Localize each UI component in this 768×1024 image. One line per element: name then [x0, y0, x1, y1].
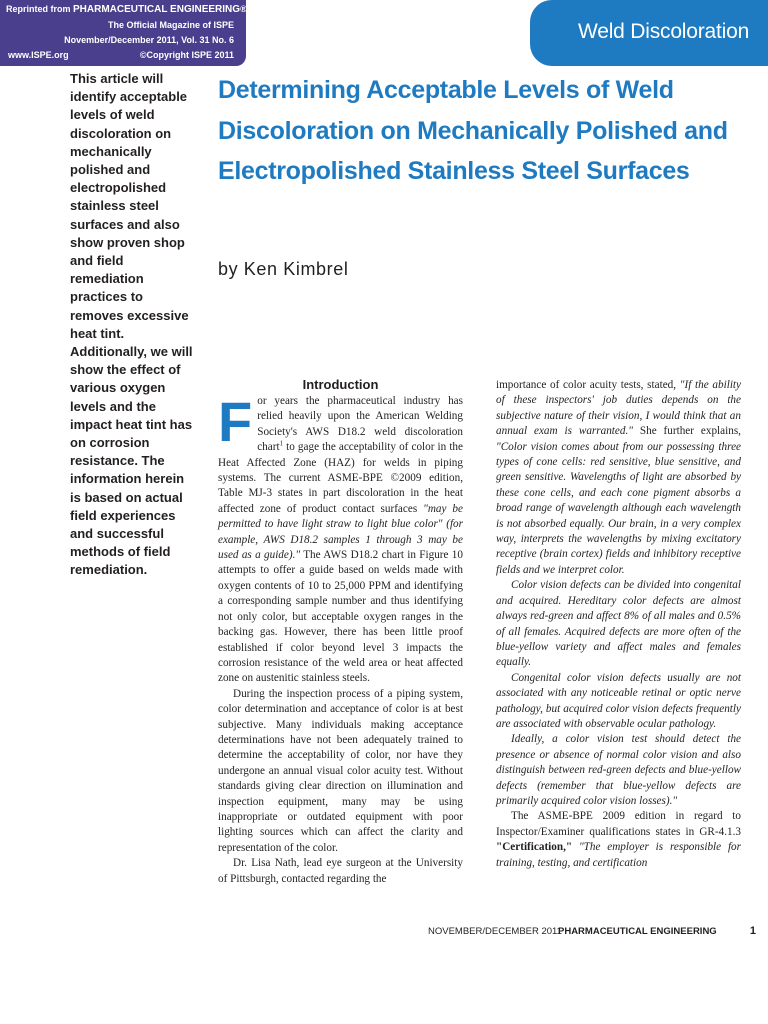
reprint-official: The Official Magazine of ISPE: [107, 20, 234, 30]
reprint-prefix: Reprinted from: [6, 4, 74, 14]
reprint-magazine-name: PHARMACEUTICAL ENGINEERING: [73, 4, 241, 15]
reprint-url[interactable]: www.ISPE.org: [8, 50, 69, 60]
footer-date: NOVEMBER/DECEMBER 2011: [428, 926, 562, 937]
paragraph-3: Dr. Lisa Nath, lead eye surgeon at the University of Pittsburgh, contacted regarding the: [218, 857, 463, 885]
paragraph-8: [496, 809, 741, 871]
reprint-issue: November/December 2011, Vol. 31 No. 6: [64, 35, 234, 45]
paragraph-4-text-a: importance of color acuity tests, stated,: [496, 379, 680, 391]
reprint-copyright: ©Copyright ISPE 2011: [139, 50, 234, 60]
paragraph-8-quote: "The employer is responsible for training, testing, and certification: [496, 841, 742, 869]
paragraph-8-text-a: The ASME-BPE 2009 edition in regard to Inspector/Examiner qualifications states in GR-4.1.3: [496, 810, 741, 838]
article-byline: by Ken Kimbrel: [218, 259, 349, 279]
paragraph-1-text-b: to gage the acceptability of color in the Heat Affected Zone (HAZ) for welds in piping systems. The current ASME-BPE ©2009 edition, Table MJ-3 states in part discoloration in the heat affected zone of product contact surfaces: [218, 441, 463, 515]
page-number: 1: [749, 925, 756, 937]
article-abstract: This article will identify acceptable levels of weld discoloration on mechanically polished and electropolished stainless steel surfaces and also show proven shop and field remediation practices to removes excessive heat tint. Additionally, we will show the effect of various oxygen levels and the impact heat tint has on corrosion resistance. The information herein is based on actual field experiences and successful methods of field remediation.: [70, 71, 193, 578]
paragraph-1-quote: "may be permitted to have light straw to light blue color" (for example, AWS D18.2 samples 1 through 3 may be used as a guide).": [218, 502, 463, 562]
paragraph-1-text-a: or years the pharmaceutical industry has relied heavily upon the American Welding Society's AWS D18.2 weld discoloration chart: [257, 395, 463, 454]
footnote-ref[interactable]: 1: [279, 439, 284, 448]
paragraph-6: [496, 671, 741, 733]
body-column-right: [496, 378, 741, 871]
paragraph-5: [496, 578, 741, 670]
section-heading-introduction: Introduction: [302, 377, 379, 392]
paragraph-4-quote: "If the ability of these inspectors' job duties depends on the subjective nature of their vision, I would think that an annual exam is warranted.": [496, 379, 741, 438]
paragraph-2: During the inspection process of a piping system, color determination and acceptance of color is at best subjective. Many individuals making acceptance determinations have not been adequately trained to determine the acceptability of color, nor have they undergone an annual visual color acuity test. Without standards giving clear direction on illumination and inspection equipment, many may be using inappropriate or outdated equipment with poor lighting sources which can affect the clarity and representation of the color.: [218, 687, 463, 854]
reprint-source: [6, 4, 247, 15]
paragraph-8-space: [572, 841, 579, 853]
drop-cap: F: [218, 390, 253, 453]
paragraph-1-text-c: The AWS D18.2 chart in Figure 10 attempts to offer a guide based on welds made with oxygen contents of 10 to 25,000 PPM and identifying a corresponding sample number and thus identifying not only color, but acceptable oxygen ranges in the backing gas. However, there has been little proof established if color beyond level 3 impacts the corrosion resistance of the weld area or heat affected zone on austenitic stainless steels.: [218, 549, 463, 685]
footer-magazine: PHARMACEUTICAL ENGINEERING: [558, 926, 717, 937]
page-footer: [428, 926, 756, 940]
body-column-left: [218, 378, 463, 887]
article-title: Determining Acceptable Levels of Weld Discoloration on Mechanically Polished and Electropolished Stainless Steel Surfaces: [218, 76, 728, 185]
paragraph-7-text: Ideally, a color vision test should detect the presence or absence of normal color vision and also distinguish between red-green defects and blue-yellow defects (remember that blue-yellow defects are primarily acquired color vision losses).": [496, 733, 741, 807]
paragraph-4: [496, 378, 741, 578]
paragraph-6-text: Congenital color vision defects usually are not associated with any noticeable retinal or optic nerve pathology, but acquired color vision defects frequently are associated with observable ocular pathology.: [496, 671, 741, 730]
paragraph-5-text: Color vision defects can be divided into congenital and acquired. Hereditary color defects are almost always red-green and affect 8% of all males and 0.5% of all females. Acquired defects are more often of the blue-yellow variety and affect males and females equally.: [496, 579, 741, 669]
section-tab-label: Weld Discoloration: [578, 20, 750, 43]
paragraph-7: [496, 732, 741, 809]
paragraph-4-quote-2: "Color vision comes about from our possessing three types of cone cells: red sensitive, blue sensitive, and green sensitive. Wavelengths of light are absorbed by these cone cells, and each cone pigment absorbs a broad range of wavelength although each wavelength is not absorbed equally. Our brain, in a very complex way, interprets the wavelengths by mixing excitatory receptive (brain cortex) fields and inhibitory receptive fields and we interpret color.: [496, 440, 741, 576]
paragraph-1: [218, 390, 463, 687]
section-tab: [530, 0, 768, 66]
paragraph-4-text-b: She further explains,: [632, 425, 741, 438]
paragraph-8-bold: "Certification,": [496, 841, 573, 854]
reprint-reg-mark: ®: [240, 4, 247, 14]
reprint-banner: [0, 0, 246, 66]
